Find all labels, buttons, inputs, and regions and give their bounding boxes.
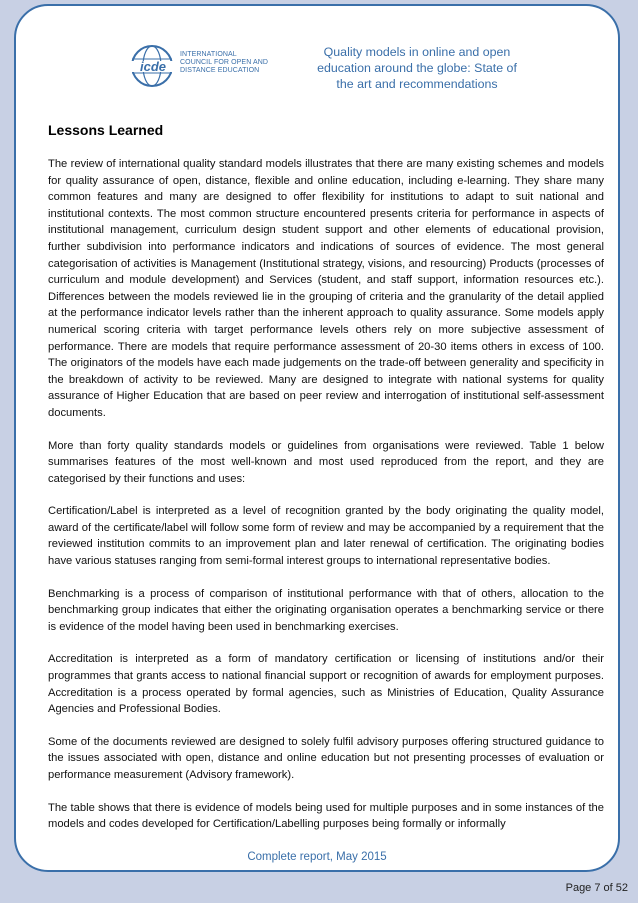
paragraph-multiple-purposes: The table shows that there is evidence of models being used for multiple purposes and in some instances of the models and codes developed for Certification/Labelling purposes being formally or informally xyxy=(48,801,604,831)
paragraph-benchmarking: Benchmarking is a process of comparison of institutional performance with that of others, allocation to the benchmarking group indicates that either the originating organisation operates a benchmarking service or there is evidence of the model having been used in benchmarking exercises. xyxy=(48,587,604,633)
logo-line: COUNCIL FOR OPEN AND xyxy=(180,59,269,66)
logo-text xyxy=(180,51,268,75)
paragraph-review: The review of international quality standard models illustrates that there are many existing schemes and models for quality assurance of open, distance, flexible and online education, including e-learning. They share many common features and many are designed to offer flexibility for institutions to adapt to suit national and institutional contexts. The most common structure encountered presents criteria for performance in aspects of institutional management, curriculum design student support and other elements of educational provision, further subdivision into performance indicators and indications of sources of evidence. The most general categorisation of activities is Management (Institutional strategy, visions, and resourcing) Products (processes of curriculum and module development) and Services (student, and staff support, information resources etc.). Differences between the models reviewed lie in the grouping of criteria and the granularity of the detail applied at the performance indicator levels rather than the inherent approach to quality assurance. Some models apply numerical scoring criteria with target performance levels others rely on more subjective assessment of performance. There are models that require performance assessment of 20-30 items others in excess of 100. The originators of the models have each made judgements on the trade-off between generality and specificity in the breakdown of activity to be reviewed. Many are designed to integrate with national systems for quality assurance of Higher Education that are based on peer review and interrogation of institutional self-assessment documents. xyxy=(48,158,604,419)
document-page xyxy=(14,4,620,872)
paragraph-certification: Certification/Label is interpreted as a level of recognition granted by the body originating the quality model, award of the certificate/label will follow some form of review and may be accompanied by a requirement that the reviewed institution commits to an improvement plan and later renewal of certification. The originating bodies have various statuses ranging from semi-formal interest groups to international representative bodies. xyxy=(48,505,604,568)
section-heading: Lessons Learned xyxy=(48,122,164,138)
report-title-line: education around the globe: State of xyxy=(317,61,517,75)
logo-line: DISTANCE EDUCATION xyxy=(180,67,260,74)
paragraph-advisory: Some of the documents reviewed are designed to solely fulfil advisory purposes offering structured guidance to the issues associated with open, distance and online education but not presenting processes of evaluation or performance measurement (Advisory framework). xyxy=(48,735,604,781)
report-title-line: Quality models in online and open xyxy=(323,45,511,59)
globe-icon xyxy=(124,44,184,88)
logo-mark: icde xyxy=(139,59,167,74)
logo-line: INTERNATIONAL xyxy=(180,51,237,58)
footer-report: Complete report, May 2015 xyxy=(247,851,387,863)
report-title-line: the art and recommendations xyxy=(336,77,498,91)
main-content xyxy=(48,122,604,849)
paragraph-forty-models: More than forty quality standards models or guidelines from organisations were reviewed. Table 1 below summarises features of the most well-known and most used reproduced from the report, and they are categorised by their functions and uses: xyxy=(48,439,604,485)
report-title xyxy=(286,44,548,92)
page-number: Page 7 of 52 xyxy=(565,882,628,894)
paragraph-accreditation: Accreditation is interpreted as a form of mandatory certification or licensing of institutions and/or their programmes that grants access to national financial support or recognition of awards for employment purposes. Accreditation is a process operated by formal agencies, such as Ministries of Education, Quality Assurance Agencies and Professional Bodies. xyxy=(48,653,604,716)
